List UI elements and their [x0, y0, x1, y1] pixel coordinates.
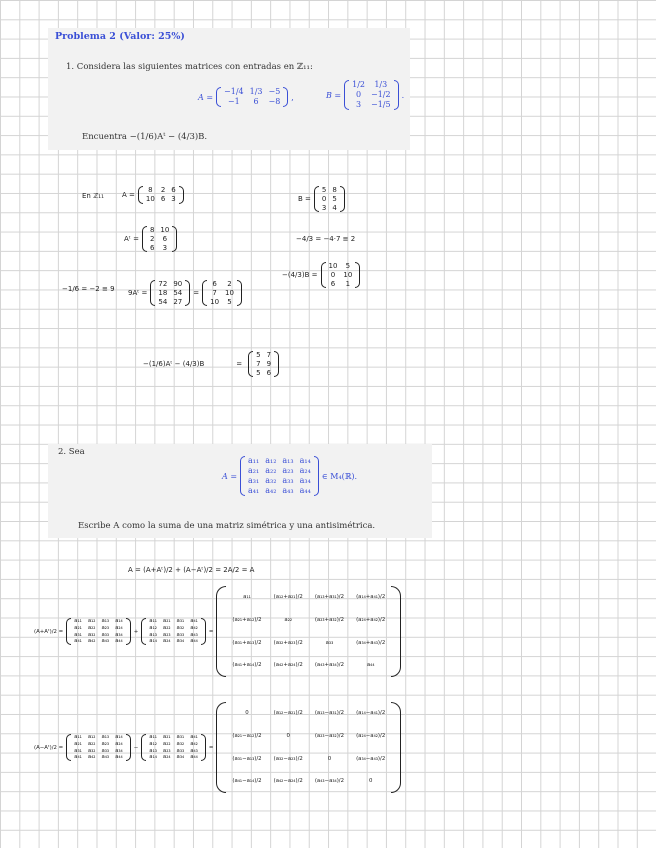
matrix-cell: 27	[173, 297, 183, 306]
bracket-right	[340, 186, 345, 212]
matrix-cell: 1/3	[249, 87, 263, 96]
matrix-cell: a₄₄	[299, 486, 311, 495]
matrix-cell: 0	[245, 710, 249, 716]
note-9at-body	[150, 280, 190, 306]
matrix-cell: a₁₁	[149, 618, 157, 624]
bracket-right	[201, 618, 206, 645]
matrix-cell: 0	[286, 732, 290, 739]
matrix-cell: a₂₄	[299, 466, 311, 475]
bracket-right	[394, 80, 399, 110]
matrix-cell: 10	[328, 262, 338, 270]
matrix-cell: a₁₂	[149, 740, 157, 747]
note-b-label: B =	[298, 195, 311, 204]
matrix-cell: 0	[330, 270, 336, 279]
matrix-cell: a₁₁	[248, 456, 260, 465]
note-anti-result	[216, 702, 401, 793]
note-43b	[282, 262, 360, 288]
matrix-cell: a₃₁	[74, 747, 82, 754]
matrix-cell: 5	[321, 186, 327, 194]
note-anti-a	[66, 734, 131, 761]
matrix-cell: a₄₃	[190, 631, 198, 638]
matrix-cell: 2	[149, 234, 155, 243]
note-sum-body	[248, 351, 279, 377]
matrix-cell: (a₄₁+a₁₄)/2	[232, 662, 262, 669]
matrix-cell: 0	[327, 755, 332, 762]
matrix-cell: a₂₄	[162, 754, 171, 761]
bracket-right	[201, 734, 206, 761]
matrix-cell: a₄₂	[190, 740, 198, 747]
matrix-cell: 90	[173, 280, 183, 288]
bracket-right	[283, 87, 288, 107]
matrix-cell: 72	[158, 280, 168, 288]
matrix-cell: a₃₂	[87, 747, 96, 754]
matrix-cell: a₃₂	[176, 624, 185, 631]
matrix-cell: a₂₃	[162, 631, 171, 638]
note-a-label: A =	[122, 190, 135, 199]
note-matrix-at	[124, 226, 177, 252]
matrix-cell: 6	[149, 243, 155, 252]
matrix-cell: 3	[356, 100, 362, 109]
note-b-body	[314, 186, 345, 212]
matrix-cell: a₃₃	[101, 631, 110, 638]
matrix-cell: 7	[212, 288, 217, 297]
note-43b-label: −(4/3)B =	[282, 271, 318, 280]
problem-header: Problema 2 (Valor: 25%)	[55, 31, 185, 42]
matrix-cell: −1/2	[371, 90, 391, 99]
matrix-cell: 8	[332, 186, 337, 194]
matrix-cell: a₂₃	[101, 624, 110, 631]
matrix-cell: a₃₃	[176, 631, 185, 638]
matrix-cell: 6	[330, 279, 336, 288]
matrix-cell: a₂₃	[101, 740, 110, 747]
matrix-cell: a₂₂	[87, 624, 96, 631]
matrix-cell: a₄₃	[282, 486, 294, 495]
matrix-cell: a₄₂	[265, 486, 277, 495]
matrix-cell: a₂₁	[74, 740, 82, 747]
matrix-cell: −1/4	[224, 87, 244, 96]
matrix-cell: a₃₃	[282, 476, 294, 485]
matrix-a4-suffix: ∈ M₄(ℝ).	[321, 471, 358, 481]
find-text: Encuentra −(1/6)Aᵗ − (4/3)B.	[82, 132, 208, 142]
matrix-cell: a₃₄	[176, 754, 185, 761]
note-anti-minus: −	[133, 744, 139, 751]
bracket-right	[355, 262, 360, 288]
matrix-cell: (a₃₄+a₄₃)/2	[356, 639, 386, 646]
matrix-cell: a₁₄	[149, 754, 157, 761]
matrix-cell: (a₃₁−a₁₃)/2	[232, 755, 262, 762]
matrix-cell: a₁₄	[149, 638, 157, 645]
matrix-cell: 3	[321, 203, 327, 212]
matrix-cell: (a₃₁+a₁₃)/2	[232, 639, 262, 646]
note-decomposition: A = (A+Aᵗ)/2 + (A−Aᵗ)/2 = 2A/2 = A	[128, 566, 255, 574]
matrix-cell: a₁₂	[265, 456, 277, 465]
note-final-sum	[143, 351, 279, 377]
bracket-right	[237, 280, 242, 306]
matrix-cell: 5	[256, 368, 261, 377]
matrix-a4-body	[240, 456, 319, 496]
matrix-cell: a₁₂	[149, 624, 157, 631]
matrix-cell: a₃₃	[325, 639, 334, 646]
matrix-cell: 18	[158, 288, 168, 297]
matrix-cell: a₄₄	[115, 638, 123, 645]
bracket-right	[126, 734, 131, 761]
matrix-cell: 5	[345, 262, 351, 270]
matrix-cell: 54	[173, 288, 183, 297]
matrix-cell: a₂₃	[162, 747, 171, 754]
matrix-cell: a₃₄	[115, 747, 123, 754]
note-sym-plus: +	[133, 628, 139, 635]
matrix-cell: 0	[368, 778, 373, 785]
matrix-a4	[222, 456, 357, 496]
matrix-cell: a₃₁	[248, 476, 260, 485]
matrix-cell: 9	[266, 359, 272, 368]
matrix-b-label: B =	[326, 90, 342, 100]
bracket-right	[391, 586, 401, 677]
matrix-cell: (a₁₄+a₄₁)/2	[356, 594, 386, 600]
matrix-cell: a₃₂	[265, 476, 277, 485]
note-43b-body	[321, 262, 361, 288]
matrix-cell: a₃₃	[101, 747, 110, 754]
matrix-cell: a₁₂	[87, 734, 96, 740]
matrix-cell: a₄₃	[101, 638, 110, 645]
note-anti-label: (A−Aᵗ)/2 =	[34, 744, 64, 751]
note-inverse-16: −1/6 = −2 ≡ 9	[62, 285, 115, 293]
note-at-body	[142, 226, 177, 252]
matrix-cell: (a₄₃+a₃₄)/2	[314, 662, 345, 669]
matrix-cell: a₂₂	[162, 624, 171, 631]
matrix-cell: a₄₄	[115, 754, 123, 761]
matrix-cell: (a₃₄−a₄₃)/2	[356, 755, 386, 762]
matrix-cell: a₁₁	[149, 734, 157, 740]
matrix-cell: (a₃₂+a₂₃)/2	[273, 639, 303, 646]
matrix-cell: 10	[145, 194, 155, 203]
bracket-left	[216, 702, 226, 793]
matrix-cell: a₂₁	[74, 624, 82, 631]
matrix-cell: a₁₁	[74, 734, 82, 740]
matrix-cell: a₄₂	[87, 638, 96, 645]
matrix-cell: 2	[160, 186, 166, 194]
matrix-cell: a₃₁	[176, 734, 185, 740]
note-eq-sign: =	[193, 289, 200, 298]
matrix-cell: −8	[268, 97, 281, 106]
matrix-cell: a₁₄	[299, 456, 311, 465]
matrix-cell: 6	[253, 97, 259, 106]
matrix-cell: a₄₁	[74, 638, 82, 645]
matrix-a-given: A = −1/4 1/3 −5 −1 6 −8 ,	[198, 87, 294, 106]
matrix-cell: −1	[227, 97, 240, 106]
matrix-cell: a₁₃	[101, 734, 110, 740]
matrix-cell: a₄₂	[190, 624, 198, 631]
matrix-cell: (a₂₃+a₃₂)/2	[314, 616, 345, 623]
matrix-cell: a₄₃	[101, 754, 110, 761]
matrix-cell: a₃₁	[74, 631, 82, 638]
matrix-cell: a₂₂	[162, 740, 171, 747]
matrix-cell: 5	[256, 351, 261, 359]
matrix-cell: a₃₂	[87, 631, 96, 638]
note-matrix-a	[122, 186, 184, 204]
matrix-cell: a₂₄	[162, 638, 171, 645]
matrix-cell: 54	[158, 297, 168, 306]
matrix-cell: (a₂₁−a₁₂)/2	[232, 732, 262, 739]
item-2-text: 2. Sea	[58, 447, 85, 457]
matrix-cell: a₄₄	[190, 638, 198, 645]
matrix-cell: 6	[160, 194, 166, 203]
matrix-cell: −1/5	[371, 100, 391, 109]
matrix-cell: a₂₃	[282, 466, 294, 475]
matrix-cell: 1/2	[352, 80, 365, 89]
matrix-cell: 10	[225, 288, 234, 297]
matrix-cell: a₄₁	[248, 486, 260, 495]
bracket-right	[172, 226, 177, 252]
matrix-cell: a₂₂	[284, 616, 293, 623]
matrix-cell: (a₂₄−a₄₂)/2	[356, 732, 386, 739]
matrix-cell: a₄₁	[190, 618, 198, 624]
note-sym-a	[66, 618, 131, 645]
matrix-cell: a₄₃	[190, 747, 198, 754]
matrix-cell: 0	[321, 194, 327, 203]
note-9at-reduced	[202, 280, 242, 306]
note-anti-eq: =	[208, 744, 214, 751]
matrix-b-given: B = 1/2 1/3 0 −1/2 3 −1/5 .	[326, 80, 405, 109]
matrix-cell: 0	[356, 90, 362, 99]
matrix-a-label: A =	[198, 92, 214, 102]
note-matrix-b	[298, 186, 345, 212]
matrix-cell: (a₃₂−a₂₃)/2	[273, 755, 303, 762]
bracket-right	[274, 351, 279, 377]
matrix-cell: (a₁₂+a₂₁)/2	[273, 594, 303, 600]
matrix-cell: a₄₄	[190, 754, 198, 761]
matrix-cell: a₂₁	[162, 618, 171, 624]
item-1-text: 1. Considera las siguientes matrices con entradas en ℤ₁₁:	[66, 62, 313, 72]
matrix-cell: a₁₁	[243, 594, 251, 600]
matrix-cell: 1/3	[374, 80, 388, 89]
note-sym-equation	[34, 586, 401, 677]
matrix-cell: a₄₁	[74, 754, 82, 761]
matrix-cell: a₁₁	[74, 618, 82, 624]
bracket-right	[185, 280, 190, 306]
matrix-a-body	[216, 87, 288, 107]
note-a-body	[138, 186, 184, 204]
matrix-cell: a₃₂	[176, 740, 185, 747]
matrix-cell: a₃₄	[115, 631, 123, 638]
note-sym-result	[216, 586, 401, 677]
matrix-cell: (a₁₄−a₄₁)/2	[356, 710, 386, 716]
matrix-cell: 6	[266, 368, 272, 377]
matrix-cell: (a₁₂−a₂₁)/2	[273, 710, 303, 716]
matrix-cell: a₂₁	[162, 734, 171, 740]
matrix-cell: 5	[332, 194, 337, 203]
write-text: Escribe A como la suma de una matriz simétrica y una antisimétrica.	[78, 521, 376, 531]
matrix-cell: 2	[227, 280, 232, 288]
matrix-cell: (a₄₂+a₂₄)/2	[273, 662, 303, 669]
note-anti-equation	[34, 702, 401, 793]
matrix-cell: 3	[171, 194, 176, 203]
matrix-cell: 3	[162, 243, 168, 252]
note-sym-label: (A+Aᵗ)/2 =	[34, 628, 64, 635]
matrix-cell: (a₁₃−a₃₁)/2	[314, 710, 345, 716]
matrix-cell: a₄₂	[87, 754, 96, 761]
matrix-cell: 5	[227, 297, 232, 306]
matrix-cell: 8	[149, 226, 155, 234]
note-sum-eq: =	[236, 360, 243, 369]
note-9at-label: 9Aᵗ =	[128, 289, 148, 298]
matrix-cell: (a₄₁−a₁₄)/2	[232, 778, 262, 785]
matrix-cell: 10	[343, 270, 353, 279]
bracket-right	[391, 702, 401, 793]
note-at-label: Aᵗ =	[124, 235, 139, 244]
matrix-cell: a₃₄	[299, 476, 311, 485]
matrix-cell: a₁₃	[101, 618, 110, 624]
bracket-right	[179, 186, 184, 204]
bracket-left	[216, 586, 226, 677]
matrix-cell: a₂₁	[248, 466, 260, 475]
matrix-cell: (a₄₂−a₂₄)/2	[273, 778, 303, 785]
matrix-cell: (a₂₄+a₄₂)/2	[356, 616, 386, 623]
matrix-cell: (a₂₁+a₁₂)/2	[232, 616, 262, 623]
note-en-z11: En ℤ₁₁	[82, 192, 104, 200]
note-anti-at	[141, 734, 206, 761]
matrix-cell: a₄₄	[366, 662, 375, 669]
matrix-cell: 10	[210, 297, 220, 306]
note-inverse-43: −4/3 = −4·7 ≡ 2	[296, 235, 356, 243]
matrix-cell: a₂₄	[115, 624, 123, 631]
matrix-cell: a₁₂	[87, 618, 96, 624]
matrix-cell: a₁₃	[282, 456, 294, 465]
matrix-a4-label: A =	[222, 471, 238, 481]
matrix-cell: (a₁₃+a₃₁)/2	[314, 594, 345, 600]
bracket-right	[126, 618, 131, 645]
matrix-cell: 8	[148, 186, 153, 194]
note-sym-eq: =	[208, 628, 214, 635]
matrix-cell: 4	[332, 203, 337, 212]
matrix-cell: (a₂₃−a₃₂)/2	[314, 732, 345, 739]
matrix-cell: a₂₂	[87, 740, 96, 747]
matrix-cell: −5	[268, 87, 281, 96]
matrix-b-body	[344, 80, 398, 110]
matrix-cell: a₂₄	[115, 740, 123, 747]
note-sum-label: −(1/6)Aᵗ − (4/3)B	[143, 360, 205, 369]
matrix-cell: 1	[345, 279, 351, 288]
matrix-cell: 7	[266, 351, 272, 359]
matrix-cell: a₄₁	[190, 734, 198, 740]
matrix-cell: 7	[256, 359, 261, 368]
matrix-cell: (a₄₃−a₃₄)/2	[314, 778, 345, 785]
bracket-right	[314, 456, 319, 496]
matrix-cell: a₂₂	[265, 466, 277, 475]
matrix-cell: a₃₁	[176, 618, 185, 624]
matrix-cell: 10	[160, 226, 170, 234]
matrix-cell: a₃₃	[176, 747, 185, 754]
matrix-cell: a₁₃	[149, 631, 157, 638]
note-sym-at	[141, 618, 206, 645]
matrix-cell: 6	[212, 280, 217, 288]
note-9at	[128, 280, 242, 306]
matrix-cell: a₁₄	[115, 734, 123, 740]
matrix-cell: 6	[162, 234, 168, 243]
matrix-cell: a₁₄	[115, 618, 123, 624]
matrix-cell: 6	[171, 186, 176, 194]
matrix-cell: a₁₃	[149, 747, 157, 754]
matrix-cell: a₃₄	[176, 638, 185, 645]
